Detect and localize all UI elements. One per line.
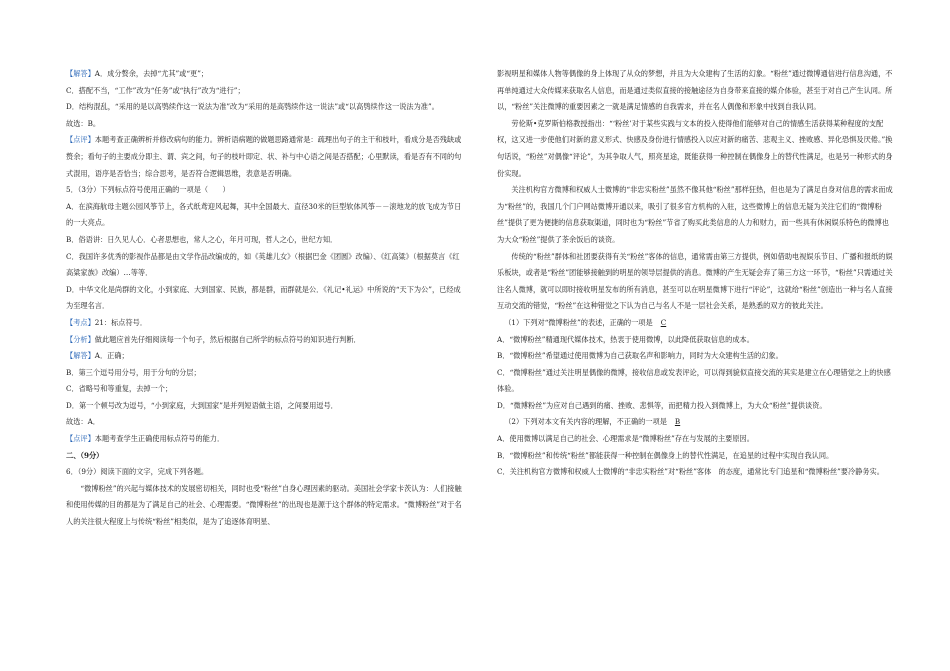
section-tag: 【解答】 (66, 351, 95, 361)
paragraph-text: D．第一个顿号改为逗号，“小到家庭，大到国家”是并列短语做主语，之间要用逗号． (66, 400, 338, 410)
paragraph-text: 故选：A． (66, 417, 100, 427)
left-paragraph (66, 464, 466, 481)
paragraph-text: 关注机构官方微博和权威人士微博的“非忠实粉丝”虽然不像其他“粉丝”那样狂热，但也是为了满足自身对信息的需求而成为“粉丝”的，我国几个门户网站微博开通以来，吸引了很多官方机构的入驻，这些微博上的信息无疑为关注它们的“微博粉丝”提供了更为便捷的信息获取渠道，同时也为“粉丝”节省了购买此类信息的人力和财力，而一些具有休闲娱乐特色的微博也为大众“粉丝”提供了茶余饭后的谈资。 (497, 185, 893, 244)
left-paragraph (66, 232, 466, 249)
left-paragraph (66, 66, 466, 83)
paragraph-text: 传统的“粉丝”群体和社团要获得有关“粉丝”客体的信息，通常需由第三方提供，例如借助电视娱乐节目、广播和报纸的娱乐板块，或者是“粉丝”团能够接触到的明星的领导层提供的消息。微博的产生无疑会弃了第三方这一环节，“粉丝”只需通过关注名人微博，就可以即时接收明星发布的所有消息，甚至可以在明星微博下进行“评论”，这就给“粉丝”创造出一种与名人直接互动交流的错觉，“粉丝”在这种错觉之下认为自己与名人不是一层社会关系，是熟悉的双方的彼此关注。 (497, 251, 893, 311)
section-tag: 【点评】 (66, 135, 95, 145)
paragraph-text: 做此题应首先仔细阅读每一个句子，然后根据自己所学的标点符号的知识进行判断． (94, 334, 361, 344)
left-paragraph (66, 431, 466, 448)
paragraph-text: C．搭配不当，“工作”改为“任务”或“执行”改为“进行”； (66, 85, 245, 95)
section-tag: 【点评】 (66, 434, 95, 444)
paragraph-text: B．“微博粉丝”希望通过使用微博为自己获取名声和影响力，同时为大众建构生活的幻象。 (497, 351, 783, 361)
paragraph-text: C．关注机构官方微博和权威人士微博的“非忠实粉丝”对“粉丝”客体 的态度，通常比专门追星和“微博粉丝”要冷静务实。 (497, 467, 884, 477)
paragraph-text: D．结构混乱，“采用的是以高鸮续作这一说法为准”改为“采用的是高鸮续作这一说法”或“以高鸮续作这一说法为准”。 (66, 102, 439, 112)
left-paragraph (66, 348, 466, 365)
paragraph-text: C．我国许多优秀的影视作品都是由文学作品改编成的，如《英雄儿女》（根据巴金《团圆》改编）、《红高粱》（根据莫言《红高粱家族》改编）…等等． (66, 251, 460, 278)
paragraph-text: 本题考查正确辨析并修改病句的能力。辨析语病题的做题思路通常是：疏理出句子的主干和枝叶，看成分是否残缺或赘余；看句子的主要成分即主、谓、宾之间，句子的枝叶即定、状、补与中心语之间是否搭配；心里默读，看是否有不同的句式混用，语序是否恰当；综合思考，是否符合逻辑思维，表意是否明确。 (66, 135, 462, 178)
paragraph-text: B．第三个逗号用分号，用于分句的分层； (66, 367, 201, 377)
right-paragraph (497, 249, 895, 315)
right-paragraph (497, 464, 895, 481)
paragraph-text: 二、（9分） (66, 450, 104, 460)
paragraph-text: “微博粉丝”的兴起与媒体技术的发展密切相关，同时也受“粉丝”自身心理因素的驱动。美国社会学家卡茨认为：人们接触和使用传媒的目的都是为了满足自己的社会、心理需要。“微博粉丝”的出现也是源于这个群体的特定需求。“微博粉丝”对于名人的关注很大程度上与传统“粉丝”相类似，是为了追逐体育明星、 (66, 483, 462, 527)
answer-blank: B (674, 417, 681, 427)
paragraph-text: C．省略号和等重复，去掉一个； (66, 384, 173, 394)
left-paragraph (66, 398, 466, 415)
right-paragraph (497, 448, 895, 465)
section-tag: 【分析】 (66, 334, 95, 344)
left-paragraph (66, 365, 466, 382)
right-paragraph (497, 66, 895, 116)
left-paragraph (66, 282, 466, 315)
paragraph-text: C．“微博粉丝”通过关注明星偶像的微博，接收信息或发表评论，可以得到貌似直接交流的其实是建立在心理错觉之上的快感体验。 (497, 367, 891, 394)
right-paragraph (497, 348, 895, 365)
paragraph-text: A．成分赘余，去掉“尤其”或“更”； (94, 69, 209, 78)
paragraph-text: 劳伦斯•克罗斯伯格教授指出：“‘粉丝’对于某些实践与文本的投入使得他们能够对自己的情感生活获得某种程度的支配权，这又进一步使他们对新的意义形式、快感及身份进行情感投入以应对新的痛苦、悲观主义、挫败感、异化恐惧及厌倦。”换句话说，“粉丝”对偶像“评论”，为其争取人气，照亮星途，既能获得一种控制在偶像身上的替代性满足，也是另一种形式的身份实现。 (497, 118, 893, 178)
right-paragraph (497, 365, 895, 398)
paragraph-text: 6．（9分）阅读下面的文字，完成下列各题。 (66, 467, 209, 477)
answer-blank: C (660, 317, 667, 327)
right-paragraph (497, 431, 895, 448)
paragraph-text: （2）下列对本文有关内容的理解，不正确的一项是 (504, 417, 667, 427)
left-paragraph (66, 332, 466, 349)
left-column (66, 66, 466, 531)
left-paragraph (66, 99, 466, 116)
left-paragraph (66, 249, 466, 282)
right-paragraph (497, 414, 895, 431)
left-paragraph (66, 132, 466, 182)
left-paragraph (66, 182, 466, 199)
right-paragraph (497, 182, 895, 248)
paragraph-text: D．中华文化是尚群的文化，小到家庭、大到国家、民族，都是群，而群就是公．《礼记•礼运》中所说的“天下为公”，已经成为至理名言． (66, 284, 461, 311)
paragraph-text: A．使用微博以满足自己的社会、心理需求是“微博粉丝”存在与发展的主要原因。 (497, 434, 754, 444)
right-column (497, 66, 895, 481)
paragraph-text: A．正确； (94, 351, 129, 361)
paragraph-text: 5．（3分）下列标点符号使用正确的一项是（ ） (66, 185, 230, 195)
paragraph-text: 影视明星和媒体人物等偶像的身上体现了从众的梦想，并且为大众建构了生活的幻象。“粉丝”通过微博通信进行信息沟通，不再单纯通过大众传媒来获取名人信息，而是通过类似直接的接触途径为自身带来直接的媒介体验，甚至于对自己产生认同。所以，“粉丝”关注微博的重要因素之一就是满足情感的自我需求，并在名人偶像和形象中找到自我认同。 (497, 69, 893, 112)
right-paragraph (497, 332, 895, 349)
paragraph-text: 故选：B。 (66, 118, 101, 128)
left-paragraph (66, 116, 466, 133)
left-paragraph (66, 83, 466, 100)
paragraph-text: 本题考查学生正确使用标点符号的能力． (94, 434, 225, 444)
paragraph-text: （1）下列对“微博粉丝”的表述，正确的一项是 (504, 317, 653, 327)
paragraph-text: A．在滨海航母主题公园风筝节上，各式纸鸢迎风起舞，其中全国最大、直径30米的巨型软体风筝－－滚地龙的放飞成为节日的一大亮点。 (66, 201, 462, 228)
left-paragraph (66, 414, 466, 431)
section-tag: 【解答】 (66, 69, 95, 78)
left-paragraph (66, 448, 466, 465)
paragraph-text: 21：标点符号． (94, 317, 148, 327)
right-paragraph (497, 116, 895, 182)
paragraph-text: A．“微博粉丝”精通现代媒体技术，热衷于使用微博，以此降低获取信息的成本。 (497, 334, 754, 344)
left-paragraph (66, 481, 466, 531)
paragraph-text: B．“微博粉丝”和传统“粉丝”都能获得一种控制在偶像身上的替代性满足，在追星的过程中实现自我认同。 (497, 450, 834, 460)
section-tag: 【考点】 (66, 317, 95, 327)
paragraph-text: B．俗语讲：日久见人心．心者思想也，常人之心，年月可现，哲人之心，世纪方知． (66, 234, 338, 244)
right-paragraph (497, 398, 895, 415)
left-paragraph (66, 199, 466, 232)
left-paragraph (66, 315, 466, 332)
paragraph-text: D．“微博粉丝”为应对自己遇到的痛、挫败、悲惧等，而把精力投入到微博上，为大众“粉丝”提供谈资。 (497, 400, 827, 410)
left-paragraph (66, 381, 466, 398)
right-paragraph (497, 315, 895, 332)
